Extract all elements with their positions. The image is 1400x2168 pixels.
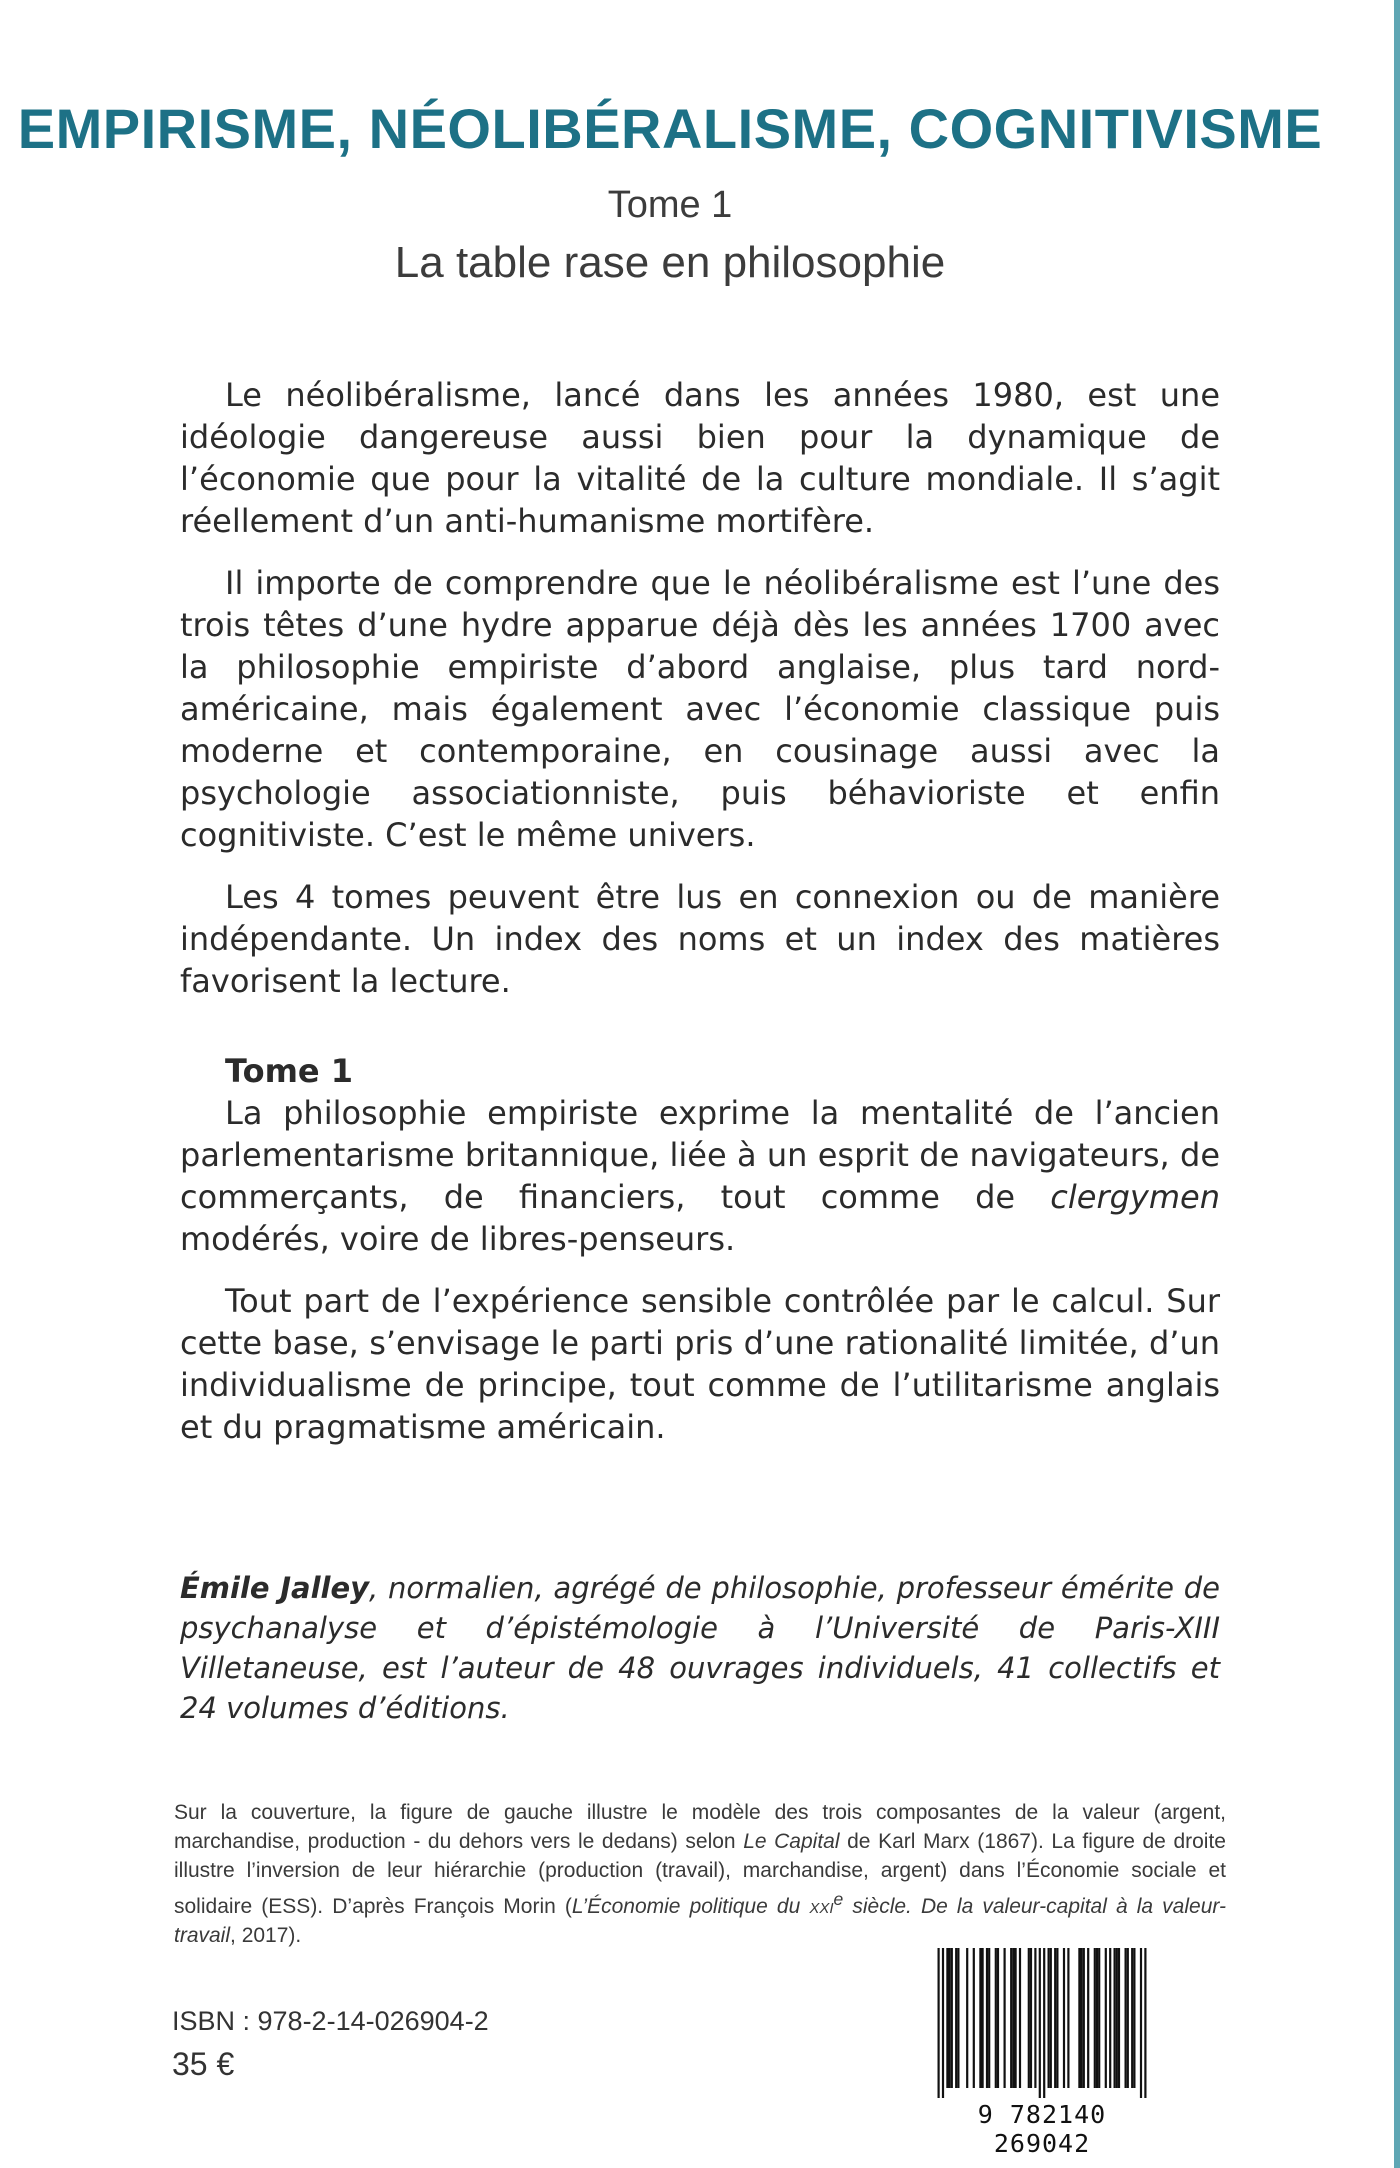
- barcode-bar: [997, 1948, 999, 2088]
- barcode-bar: [1034, 1948, 1036, 2088]
- barcode-bar: [1012, 1948, 1014, 2088]
- barcode-bar: [955, 1948, 957, 2088]
- barcode-bar: [1067, 1948, 1069, 2088]
- credits-book-1: Le Capital: [743, 1830, 840, 1853]
- barcode-bar: [1140, 1948, 1142, 2098]
- isbn: ISBN : 978-2-14-026904-2: [172, 2006, 489, 2036]
- barcode-bar: [1063, 1948, 1065, 2088]
- barcode-bar: [1133, 1948, 1135, 2088]
- barcode-bar: [986, 1948, 988, 2088]
- barcode-bar: [957, 1948, 959, 2088]
- credits-part-2: de Karl Marx (1867). La figure de droite illustre l’inversion de leur hiérarchie (production (travail), marchandise, argent) dans l’Économie sociale et solidaire (ESS). D’après François Morin (: [174, 1830, 1226, 1918]
- barcode-bar: [1118, 1948, 1120, 2088]
- intro-text: [180, 374, 1220, 1022]
- barcode-bar: [942, 1948, 944, 2098]
- author-description: , normalien, agrégé de philosophie, professeur émérite de psychanalyse et d’épistémologie à l’Université de Paris-XIII Villetaneuse, est l’auteur de 48 ouvrages individuels, 41 collectifs et 24 volumes d’éditions.: [180, 1571, 1220, 1725]
- barcode-bar: [1109, 1948, 1111, 2088]
- credits-part-1: Sur la couverture, la figure de gauche illustre le modèle des trois composantes de la valeur (argent, marchandise, production - du dehors vers le dedans) selon: [174, 1801, 1226, 1853]
- credits-part-3: , 2017).: [230, 1924, 302, 1947]
- tome-heading: Tome 1: [225, 1052, 354, 1090]
- barcode-bar: [995, 1948, 997, 2088]
- barcode-bar: [1125, 1948, 1127, 2088]
- barcode-bar: [979, 1948, 981, 2088]
- author-name: Émile Jalley: [180, 1571, 370, 1605]
- intro-paragraph-2: Il importe de comprendre que le néolibéralisme est l’une des trois têtes d’une hydre apparue déjà dès les années 1700 avec la philosophie empiriste d’abord anglaise, plus tard nord-américaine, mais également avec l’économie classique puis moderne et contemporaine, en cousinage aussi avec la psychologie associationniste, puis béhavioriste et enfin cognitiviste. C’est le même univers.: [180, 564, 1220, 854]
- barcode-bar: [1131, 1948, 1133, 2088]
- barcode-bar: [966, 1948, 968, 2088]
- barcode: [922, 1940, 1162, 2158]
- barcode-bar: [1019, 1948, 1021, 2088]
- barcode-bar: [982, 1948, 984, 2088]
- credits-century-sup: e: [833, 1889, 844, 1909]
- intro-paragraph-3: Les 4 tomes peuvent être lus en connexion ou de manière indépendante. Un index des noms et un index des matières favorisent la lecture.: [180, 878, 1220, 1000]
- barcode-bar: [1028, 1948, 1030, 2088]
- barcode-bar: [988, 1948, 990, 2088]
- barcode-bar: [1048, 1948, 1050, 2088]
- barcode-bar: [1116, 1948, 1118, 2088]
- intro-paragraph-1: Le néolibéralisme, lancé dans les années 1980, est une idéologie dangereuse aussi bien pour la dynamique de l’économie que pour la vitalité de la culture mondiale. Il s’agit réellement d’un anti-humanisme mortifère.: [180, 376, 1220, 540]
- tome-paragraph-1-end: modérés, voire de libres-penseurs.: [180, 1220, 736, 1258]
- cover-credits: [174, 1798, 1226, 1950]
- barcode-bar: [1010, 1948, 1012, 2088]
- barcode-bars: [922, 1948, 1162, 2098]
- barcode-bar: [1056, 1948, 1058, 2088]
- book-subtitle: La table rase en philosophie: [394, 238, 946, 287]
- tome-paragraph-2: Tout part de l’expérience sensible contrôlée par le calcul. Sur cette base, s’envisage le parti pris d’une rationalité limitée, d’un individualisme de principe, tout comme de l’utilitarisme anglais et du pragmatisme américain.: [180, 1282, 1220, 1446]
- barcode-bar: [1030, 1948, 1032, 2088]
- barcode-bar: [938, 1948, 940, 2098]
- barcode-bar: [1105, 1948, 1107, 2088]
- barcode-bar: [951, 1948, 953, 2088]
- barcode-bar: [973, 1948, 975, 2088]
- barcode-bar: [1004, 1948, 1006, 2088]
- barcode-bar: [946, 1948, 948, 2088]
- barcode-bar: [949, 1948, 951, 2088]
- barcode-bar: [1039, 1948, 1041, 2098]
- barcode-bar: [1144, 1948, 1146, 2098]
- barcode-bar: [1087, 1948, 1089, 2088]
- book-title: EMPIRISME, NÉOLIBÉRALISME, COGNITIVISME: [17, 97, 1323, 160]
- price: 35 €: [172, 2046, 235, 2082]
- barcode-digits: 9 782140 269042: [977, 2100, 1107, 2158]
- barcode-bar: [1054, 1948, 1056, 2088]
- credits-century: xxi: [809, 1895, 834, 1918]
- clergymen-italic: clergymen: [1050, 1178, 1220, 1216]
- barcode-bar: [1081, 1948, 1083, 2088]
- barcode-bar: [1083, 1948, 1085, 2088]
- cover-edge-strip: [1394, 0, 1400, 2168]
- author-bio: [180, 1568, 1220, 1728]
- barcode-bar: [1114, 1948, 1116, 2088]
- barcode-bar: [1094, 1948, 1096, 2088]
- barcode-bar: [1078, 1948, 1080, 2088]
- credits-book-2-start: L’Économie politique du: [571, 1895, 810, 1918]
- barcode-bar: [1127, 1948, 1129, 2088]
- barcode-bar: [1015, 1948, 1017, 2088]
- tome-number: Tome 1: [607, 184, 733, 226]
- barcode-bar: [1098, 1948, 1100, 2088]
- barcode-bar: [1050, 1948, 1052, 2088]
- tome-paragraph-1-start: La philosophie empiriste exprime la mentalité de l’ancien parlementarisme britannique, liée à un esprit de navigateurs, de commerçants, de financiers, tout comme de: [180, 1094, 1220, 1216]
- barcode-bar: [1043, 1948, 1045, 2098]
- tome-section: [180, 1050, 1220, 1468]
- barcode-bar: [1096, 1948, 1098, 2088]
- credits-book-2-end: siècle. De la valeur-capital à la valeur-travail: [174, 1895, 1226, 1947]
- tome-paragraph-1: [180, 1092, 1220, 1260]
